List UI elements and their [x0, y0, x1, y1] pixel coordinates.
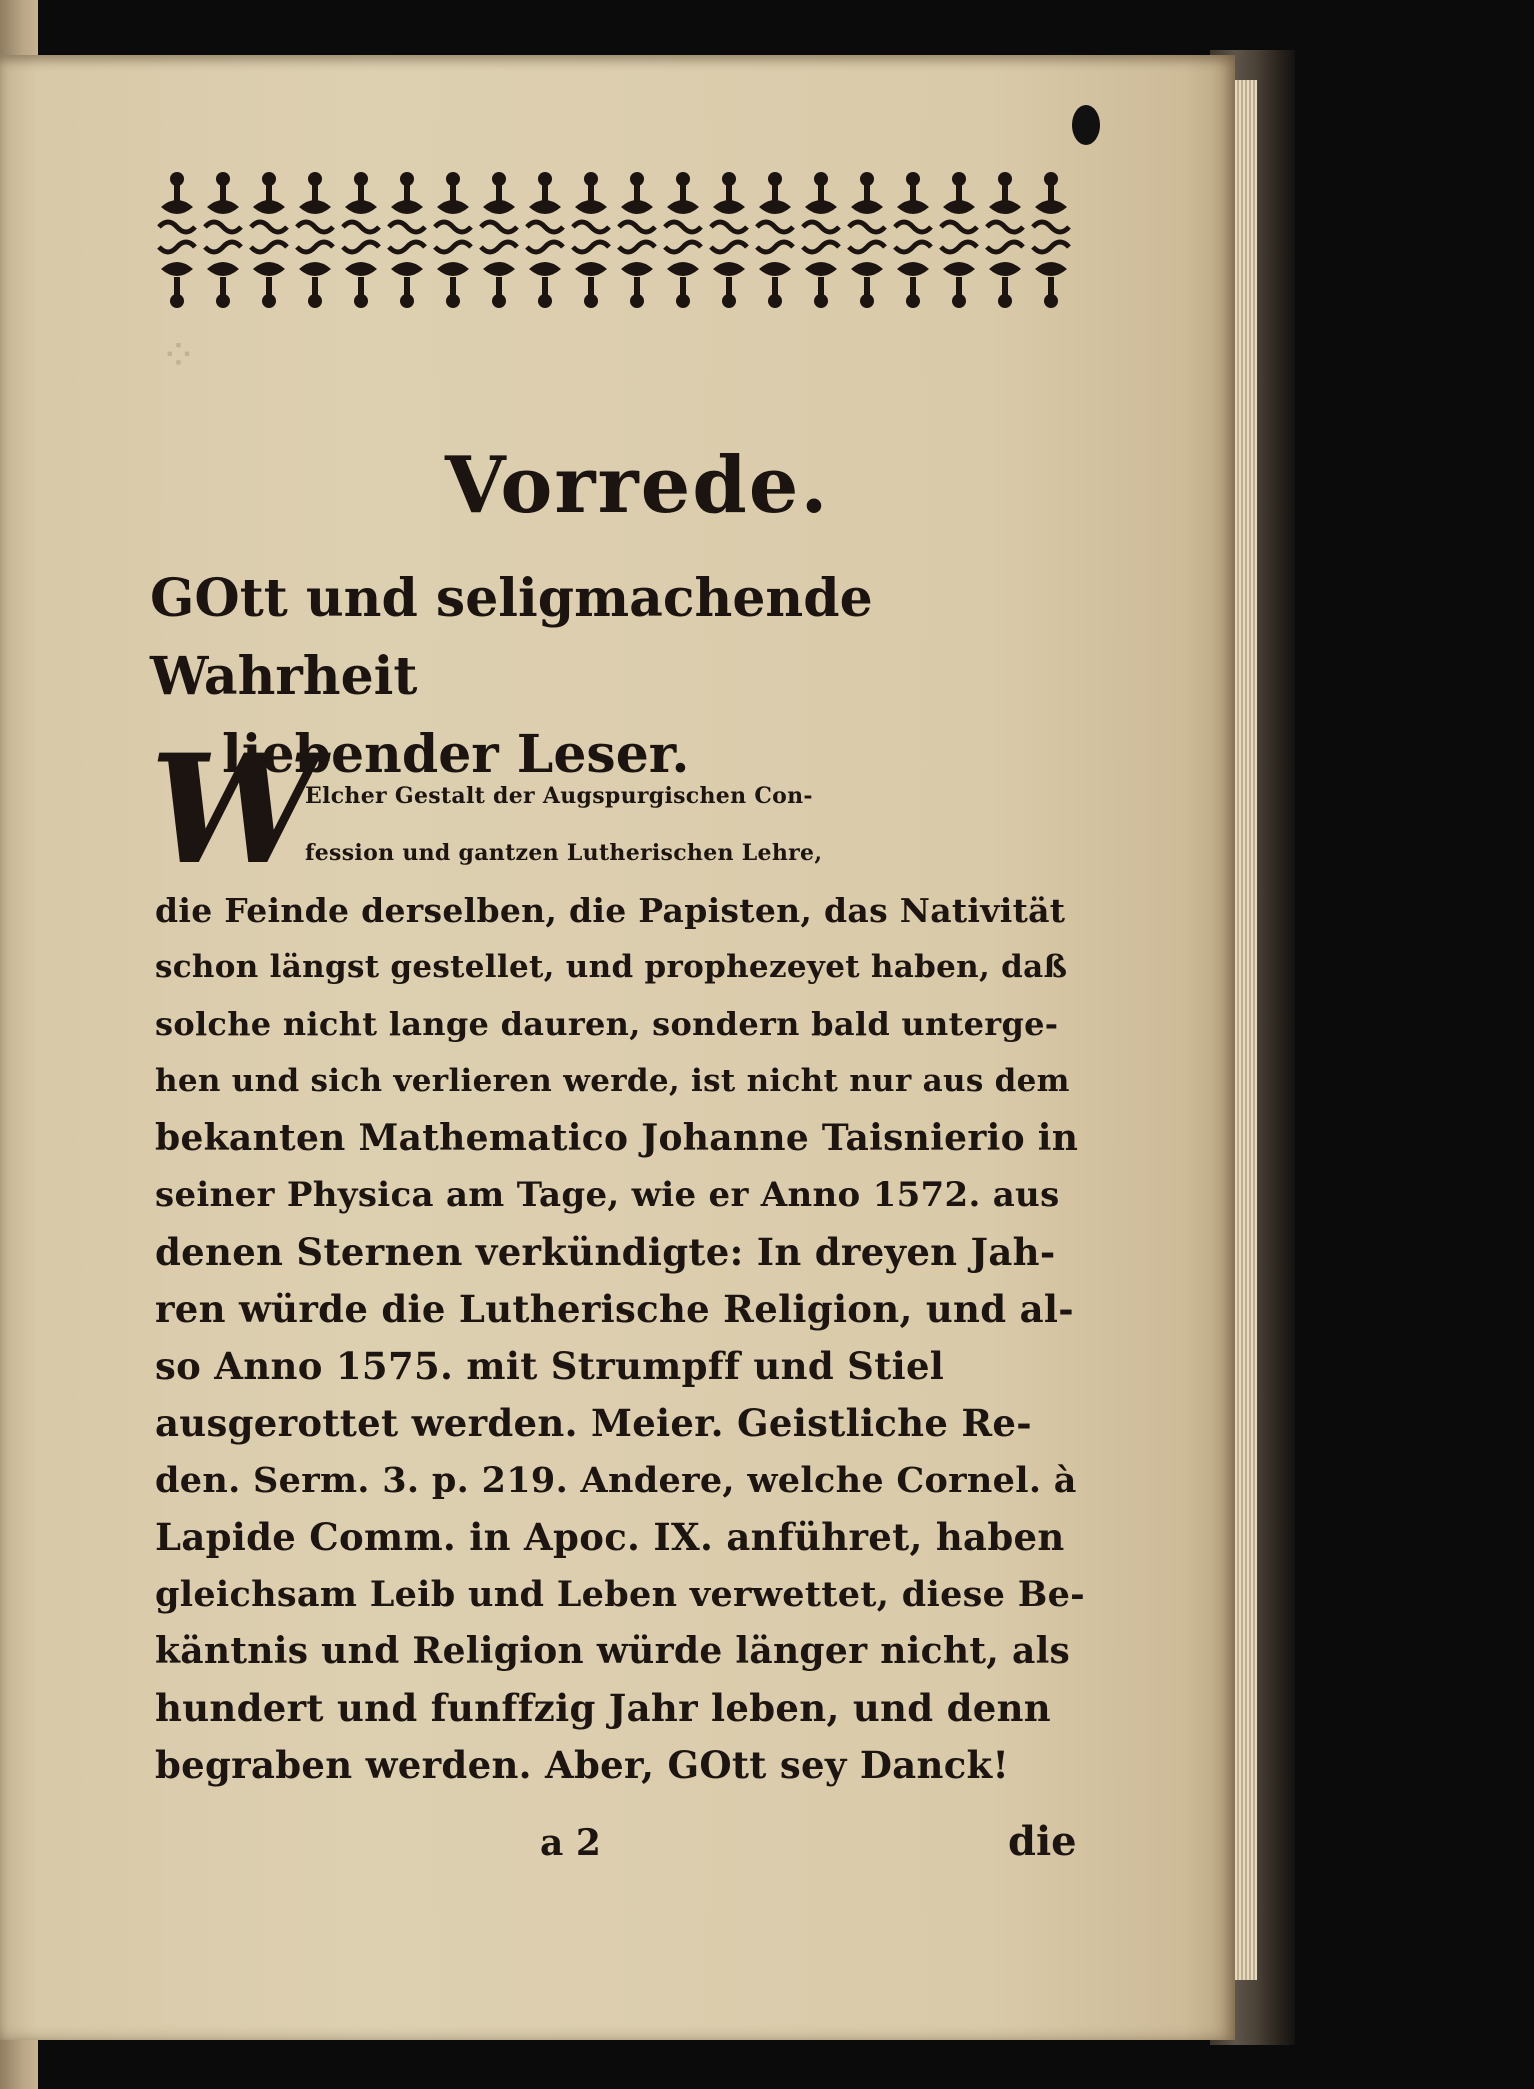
drop-cap-initial: W [150, 722, 319, 898]
ornament-band [155, 165, 1080, 315]
show-through-text: ⁘ [160, 330, 197, 381]
text-line: fession und gantzen Lutherischen Lehre, [305, 840, 823, 866]
body-paragraph [155, 768, 1085, 1794]
text-line: ren würde die Lutherische Religion, und al- [155, 1287, 1074, 1331]
text-line: käntnis und Religion würde länger nicht, als [155, 1630, 1071, 1672]
text-line: die Feinde derselben, die Papisten, das Nativität [155, 891, 1066, 930]
text-line: begraben werden. Aber, GOtt sey Danck! [155, 1743, 1009, 1787]
catchword: die [1008, 1818, 1077, 1865]
ink-spot [1068, 102, 1104, 148]
text-line: bekanten Mathematico Johanne Taisnierio in [155, 1117, 1079, 1159]
text-line: hundert und funffzig Jahr leben, und denn [155, 1686, 1051, 1730]
text-line: seiner Physica am Tage, wie er Anno 1572. aus [155, 1175, 1060, 1215]
text-line: schon längst gestellet, und prophezeyet haben, daß [155, 949, 1068, 985]
salutation-line-2: liebender Leser. [222, 724, 690, 785]
text-line: denen Sternen verkündigte: In dreyen Jah- [155, 1230, 1056, 1274]
text-line: Elcher Gestalt der Augspurgischen Con- [305, 783, 813, 809]
text-line: hen und sich verlieren werde, ist nicht nur aus dem [155, 1063, 1070, 1099]
text-line: solche nicht lange dauren, sondern bald unterge- [155, 1005, 1059, 1043]
text-line: so Anno 1575. mit Strumpff und Stiel [155, 1344, 945, 1388]
signature-mark: a 2 [540, 1822, 601, 1864]
text-line: ausgerottet werden. Meier. Geistliche Re- [155, 1401, 1032, 1445]
text-line: Lapide Comm. in Apoc. IX. anführet, haben [155, 1515, 1065, 1559]
text-line: den. Serm. 3. p. 219. Andere, welche Cornel. à [155, 1460, 1077, 1501]
page-title: Vorrede. [445, 440, 830, 531]
page-stack-edge [1235, 80, 1257, 1980]
text-line: gleichsam Leib und Leben verwettet, diese Be- [155, 1574, 1085, 1615]
salutation-line-1: GOtt und seligmachende Wahrheit [150, 568, 873, 707]
